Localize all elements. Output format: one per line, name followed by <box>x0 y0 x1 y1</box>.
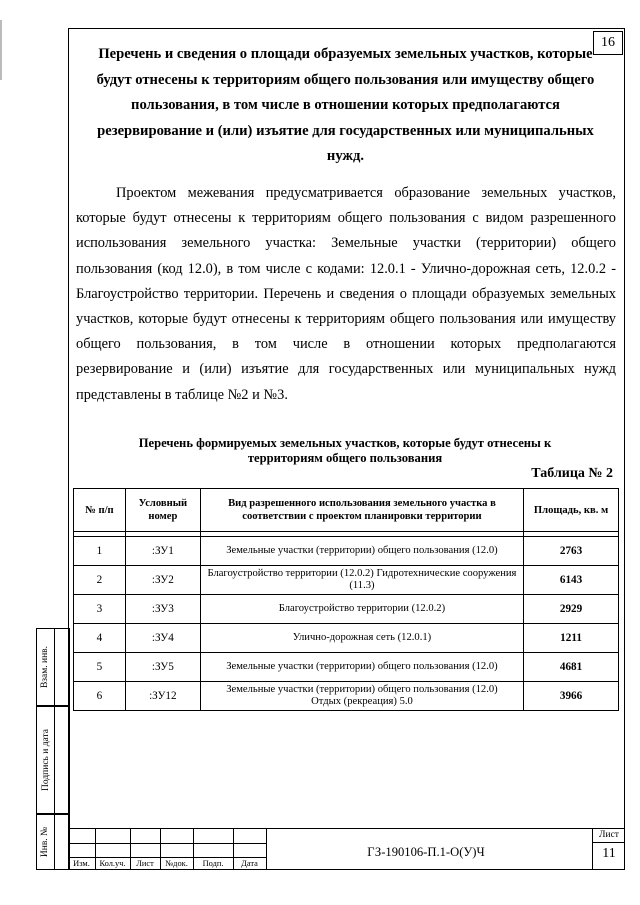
side-stamp-vzam <box>36 628 70 706</box>
cell-area: 1211 <box>524 624 619 653</box>
tb-col-izm: Изм. <box>73 859 90 868</box>
cell-use-line: Земельные участки (территории) общего пользования (12.0) <box>226 661 498 672</box>
cell-num: 1 <box>74 537 126 566</box>
table-row <box>74 624 619 653</box>
tb-col-list: Лист <box>136 859 154 868</box>
side-label-vzam: Взам. инв. <box>40 645 51 689</box>
table-caption-line: Перечень формируемых земельных участков, которые будут отнесены к <box>138 436 552 450</box>
cell-area: 2763 <box>524 537 619 566</box>
cell-cond: :ЗУ5 <box>125 653 200 682</box>
cell-use-line: Отдых (рекреация) 5.0 <box>311 696 413 707</box>
cell-use-line: (11.3) <box>349 580 375 591</box>
table-row <box>74 595 619 624</box>
table-header-row <box>74 489 619 532</box>
heading-line: Перечень и сведения о площади образуемых земельных участков, которые <box>98 46 593 62</box>
cell-use-line: Улично-дорожная сеть (12.0.1) <box>292 632 432 643</box>
tb-col-ndok: №док. <box>165 859 188 868</box>
cell-use-line: Благоустройство территории (12.0.2) Гидротехнические сооружения <box>207 568 517 579</box>
header-area: Площадь, кв. м <box>524 489 619 532</box>
table-row <box>74 537 619 566</box>
cell-cond: :ЗУ12 <box>125 682 200 711</box>
cell-num: 6 <box>74 682 126 711</box>
side-label-podpis: Подпись и дата <box>40 728 51 792</box>
heading-line: нужд. <box>326 148 365 164</box>
page-number-box: 16 <box>593 31 623 55</box>
cell-use-line: Земельные участки (территории) общего пользования (12.0) <box>226 545 498 556</box>
table-caption <box>110 436 580 466</box>
sheet-label: Лист <box>599 830 619 840</box>
heading-line: резервирование и (или) изъятие для государственных или муниципальных <box>97 122 594 139</box>
cell-use <box>200 653 523 682</box>
cell-use-line: Земельные участки (территории) общего пользования (12.0) <box>226 684 498 695</box>
cell-area: 2929 <box>524 595 619 624</box>
cell-cond: :ЗУ1 <box>125 537 200 566</box>
cell-area: 4681 <box>524 653 619 682</box>
table-row <box>74 566 619 595</box>
scan-edge-mark <box>0 20 6 80</box>
table-label: Таблица № 2 <box>531 466 613 481</box>
cell-area: 6143 <box>524 566 619 595</box>
cell-use <box>200 566 523 595</box>
heading-line: будут отнесены к территориям общего пользования или имуществу общего <box>96 71 595 88</box>
table-row <box>74 653 619 682</box>
header-num: № п/п <box>74 489 126 532</box>
tb-col-data: Дата <box>241 859 258 868</box>
cell-num: 3 <box>74 595 126 624</box>
cell-area: 3966 <box>524 682 619 711</box>
header-cond: Условный номер <box>125 489 200 532</box>
heading-line: пользования, в том числе в отношении которых предполагаются <box>131 97 560 113</box>
cell-cond: :ЗУ2 <box>125 566 200 595</box>
tb-col-podp: Подп. <box>202 859 224 868</box>
table-row <box>74 682 619 711</box>
cell-use <box>200 595 523 624</box>
cell-num: 2 <box>74 566 126 595</box>
document-code: ГЗ-190106-П.1-О(У)Ч <box>367 845 485 859</box>
sheet-number: 11 <box>602 846 616 861</box>
cell-num: 4 <box>74 624 126 653</box>
cell-use <box>200 537 523 566</box>
cell-num: 5 <box>74 653 126 682</box>
cell-use <box>200 624 523 653</box>
cell-use <box>200 682 523 711</box>
side-label-inv: Инв. № <box>40 826 51 858</box>
cell-cond: :ЗУ3 <box>125 595 200 624</box>
body-paragraph <box>76 181 616 408</box>
section-heading <box>78 42 613 170</box>
side-stamp-inv <box>36 814 70 870</box>
tb-col-kolvo: Кол.уч. <box>99 859 126 868</box>
land-plots-table <box>73 488 619 711</box>
paragraph-text: Проектом межевания предусматривается образование земельных участков, которые будут отнесены к территориям общего пользования с видом разрешенного использования земельного участка: Земельные участки (территории) общего пользования (код 12.0), в том числе с кодами: 12.0.1 - Улично-дорожная сеть, 12.0.2 - Благоустройство территории. Перечень и сведения о площади образуемых земельных участков, которые будут отнесены к территориям общего пользования или имуществу общего пользования, в том числе в отношении которых предполагаются резервирование и (или) изъятие для государственных или муниципальных нужд представлены в таблице №2 и №3. <box>76 185 616 403</box>
cell-cond: :ЗУ4 <box>125 624 200 653</box>
cell-use-line: Благоустройство территории (12.0.2) <box>278 603 446 614</box>
header-use: Вид разрешенного использования земельного участка в соответствии с проектом планировки территории <box>200 489 523 532</box>
side-stamp-podpis <box>36 706 70 814</box>
table-caption-line: территориям общего пользования <box>247 451 443 465</box>
